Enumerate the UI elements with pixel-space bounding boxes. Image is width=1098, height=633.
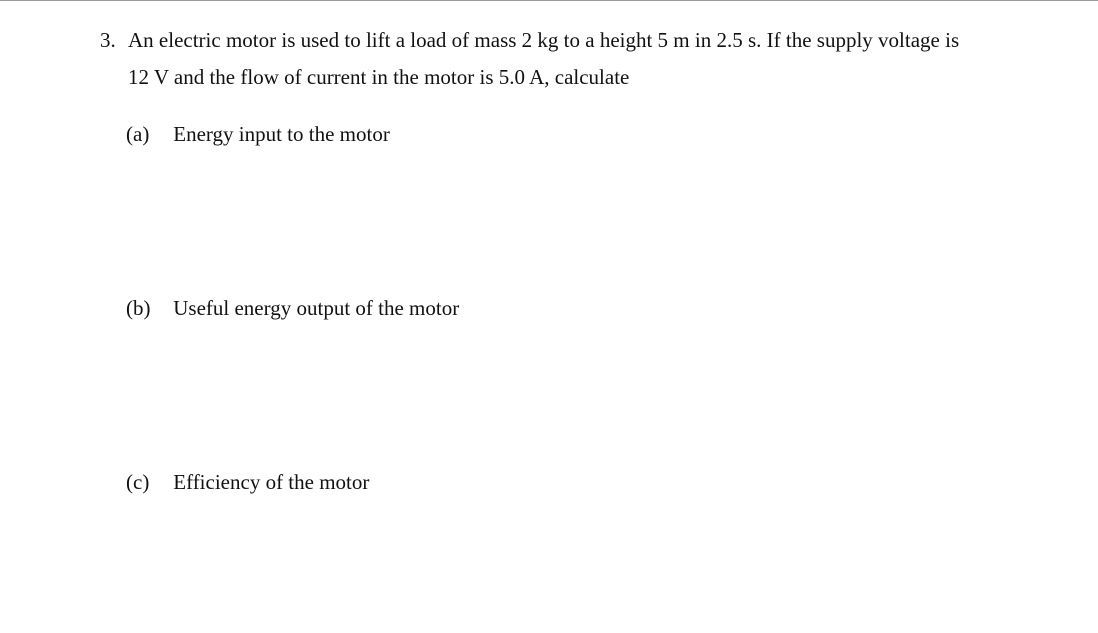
part-b-text: Useful energy output of the motor (173, 296, 460, 320)
top-divider (0, 0, 1098, 1)
question-number: 3. (100, 28, 116, 52)
part-a-text: Energy input to the motor (173, 122, 390, 146)
question-3 (100, 22, 1060, 96)
part-c (126, 470, 369, 494)
question-text-line-1: An electric motor is used to lift a load of mass 2 kg to a height 5 m in 2.5 s. If the supply voltage is (128, 28, 960, 52)
part-a-label: (a) (126, 122, 150, 146)
part-c-text: Efficiency of the motor (173, 470, 370, 494)
question-text-line-2: 12 V and the flow of current in the motor is 5.0 A, calculate (128, 65, 630, 89)
part-a (126, 122, 390, 146)
part-b-label: (b) (126, 296, 151, 320)
part-c-label: (c) (126, 470, 150, 494)
part-b (126, 296, 459, 320)
